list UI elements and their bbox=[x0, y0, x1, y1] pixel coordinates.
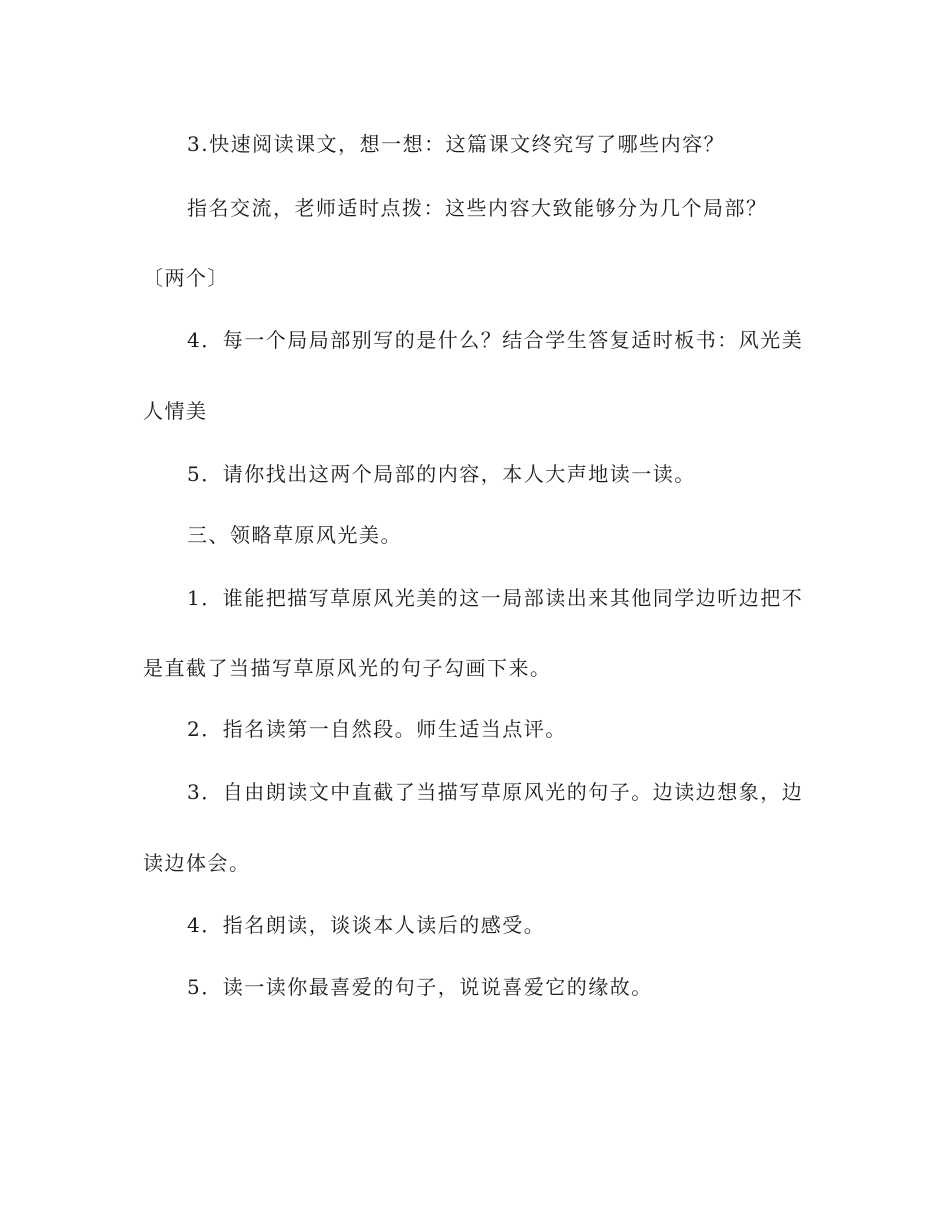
paragraph-line: 人情美 bbox=[143, 399, 208, 423]
paragraph-line: 是直截了当描写草原风光的句子勾画下来。 bbox=[143, 656, 552, 680]
paragraph-line: 4．指名朗读，谈谈本人读后的感受。 bbox=[187, 913, 546, 937]
section-heading: 三、领略草原风光美。 bbox=[187, 523, 402, 547]
paragraph-line: 2．指名读第一自然段。师生适当点评。 bbox=[187, 717, 567, 741]
paragraph-line: 指名交流，老师适时点拨：这些内容大致能够分为几个局部？ bbox=[187, 196, 768, 220]
paragraph-line: 4．每一个局局部别写的是什么？结合学生答复适时板书：风光美 bbox=[187, 328, 804, 352]
paragraph-line: 3.快速阅读课文，想一想：这篇课文终究写了哪些内容？ bbox=[187, 132, 726, 156]
paragraph-line: 读边体会。 bbox=[143, 851, 251, 875]
paragraph-line: 1．谁能把描写草原风光美的这一局部读出来其他同学边听边把不 bbox=[187, 586, 804, 610]
paragraph-line: 5．读一读你最喜爱的句子，说说喜爱它的缘故。 bbox=[187, 975, 653, 999]
paragraph-line: 5．请你找出这两个局部的内容，本人大声地读一读。 bbox=[187, 462, 696, 486]
paragraph-line: 3．自由朗读文中直截了当描写草原风光的句子。边读边想象，边 bbox=[187, 780, 804, 804]
paragraph-line: 〔两个〕 bbox=[143, 266, 229, 290]
